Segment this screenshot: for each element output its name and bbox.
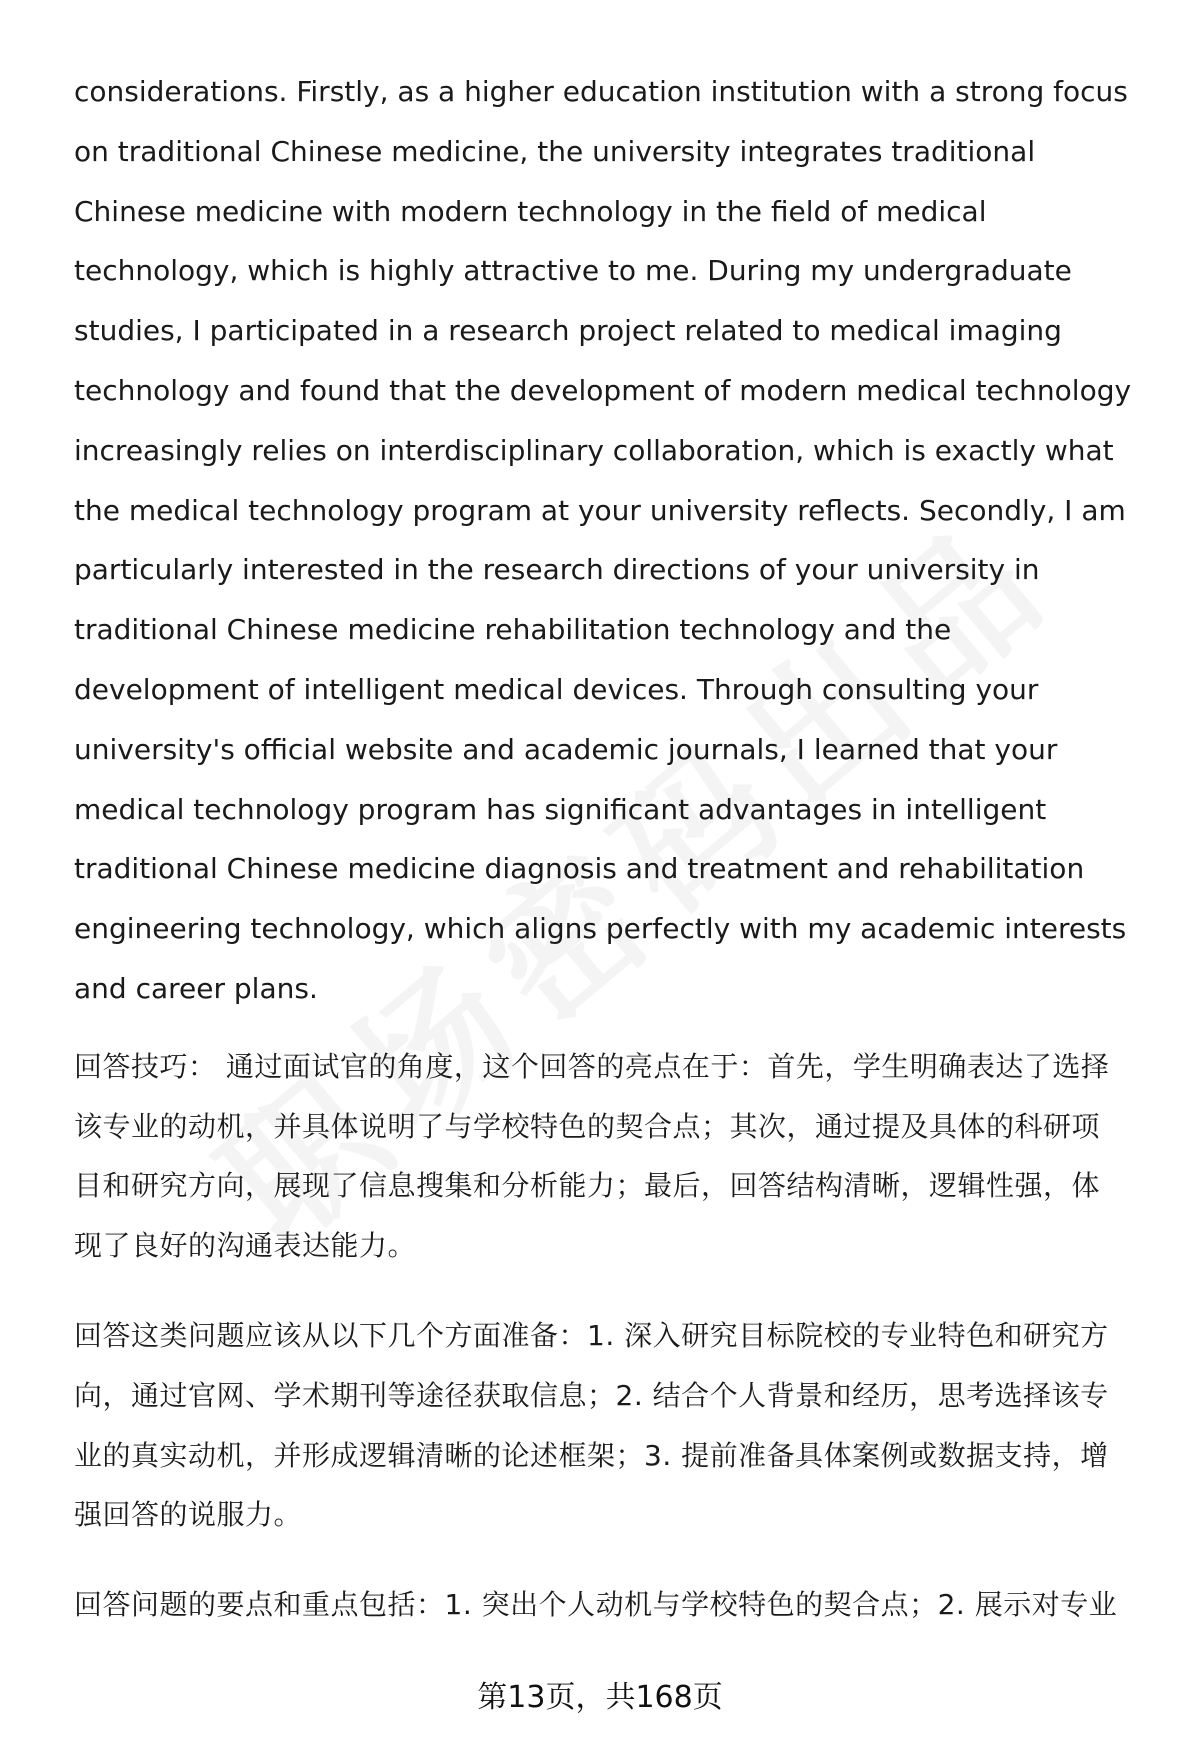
text-line: on traditional Chinese medicine, the university integrates traditional — [74, 134, 1036, 168]
text-line: 业的真实动机，并形成逻辑清晰的论述框架；3. 提前准备具体案例或数据支持，增 — [74, 1438, 1109, 1472]
key-points-paragraph — [74, 1575, 1154, 1635]
text-line: 现了良好的沟通表达能力。 — [74, 1229, 417, 1263]
text-line: engineering technology, which aligns perfectly with my academic interests — [74, 912, 1127, 946]
page-number-footer: 第13页，共168页 — [477, 1680, 723, 1715]
text-line: medical technology program has significant advantages in intelligent — [74, 792, 1047, 826]
text-line: 该专业的动机，并具体说明了与学校特色的契合点；其次，通过提及具体的科研项 — [74, 1109, 1101, 1143]
text-line: 回答技巧： 通过面试官的角度，这个回答的亮点在于：首先，学生明确表达了选择 — [74, 1049, 1110, 1083]
text-line: 向，通过官网、学术期刊等途径获取信息；2. 结合个人背景和经历，思考选择该专 — [74, 1378, 1109, 1412]
text-line: 强回答的说服力。 — [74, 1498, 303, 1532]
text-line: technology and found that the development of modern medical technology — [74, 373, 1132, 407]
text-line: traditional Chinese medicine rehabilitation technology and the — [74, 613, 952, 647]
answer-tips-paragraph — [74, 1037, 1154, 1276]
text-line: considerations. Firstly, as a higher education institution with a strong focus — [74, 75, 1128, 108]
text-line: development of intelligent medical devices. Through consulting your — [74, 672, 1039, 706]
text-line: technology, which is highly attractive to me. During my undergraduate — [74, 254, 1072, 288]
page-content — [74, 62, 1154, 1665]
text-line: particularly interested in the research directions of your university in — [74, 553, 1040, 587]
text-line: the medical technology program at your university reflects. Secondly, I am — [74, 493, 1126, 527]
text-line: university's official website and academic journals, I learned that your — [74, 732, 1058, 766]
text-line: Chinese medicine with modern technology in the field of medical — [74, 194, 987, 228]
text-line: studies, I participated in a research project related to medical imaging — [74, 314, 1062, 348]
text-line: and career plans. — [74, 971, 318, 1005]
text-line: traditional Chinese medicine diagnosis and treatment and rehabilitation — [74, 852, 1085, 886]
answer-paragraph-english — [74, 62, 1154, 1019]
preparation-paragraph — [74, 1306, 1154, 1545]
text-line: 回答问题的要点和重点包括：1. 突出个人动机与学校特色的契合点；2. 展示对专业 — [74, 1588, 1118, 1622]
text-line: 目和研究方向，展现了信息搜集和分析能力；最后，回答结构清晰，逻辑性强，体 — [74, 1169, 1101, 1203]
text-line: increasingly relies on interdisciplinary collaboration, which is exactly what — [74, 433, 1114, 467]
text-line: 回答这类问题应该从以下几个方面准备：1. 深入研究目标院校的专业特色和研究方 — [74, 1318, 1109, 1352]
